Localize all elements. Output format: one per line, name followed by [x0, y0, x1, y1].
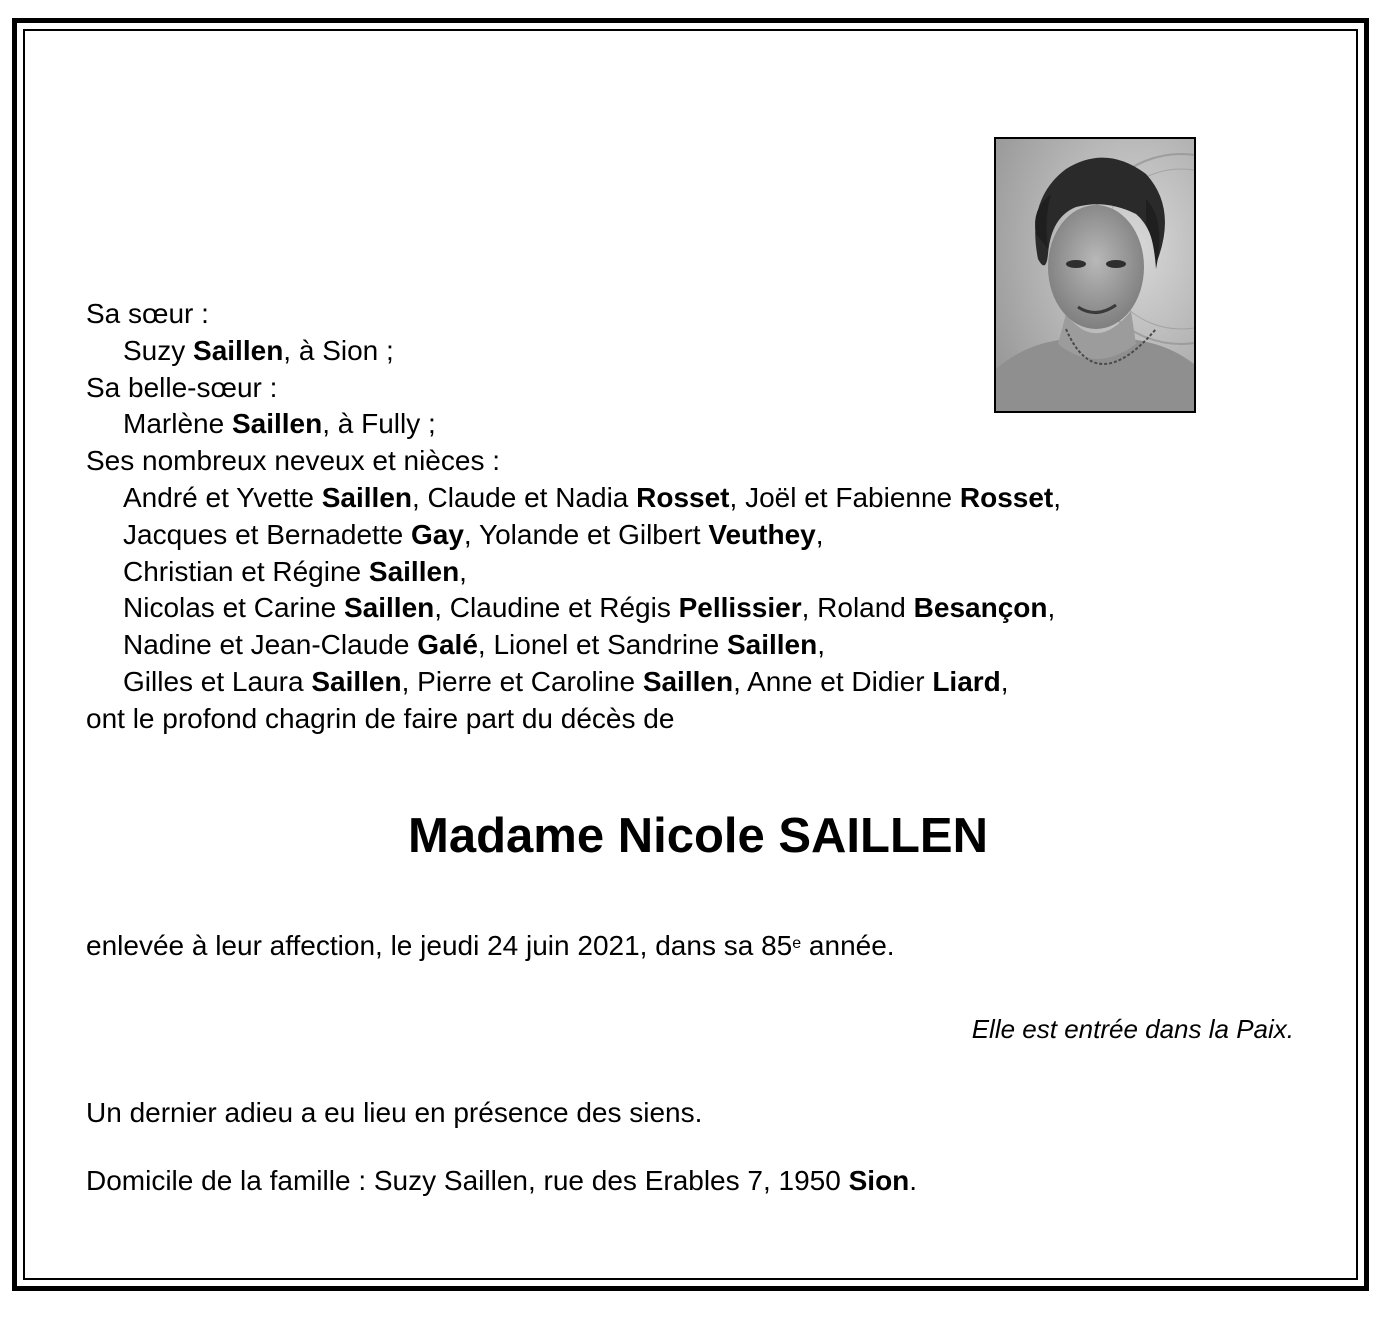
death-text: enlevée à leur affection, le jeudi 24 juin 2021, dans sa 85: [86, 930, 793, 961]
family-surname: Galé: [417, 629, 478, 661]
family-surname: Saillen: [368, 555, 460, 587]
sister-in-law-label: Sa belle-sœur :: [86, 371, 278, 403]
family-surname: Pellissier: [678, 592, 802, 624]
sister-in-law-place: , à Fully ;: [322, 408, 436, 440]
given-names: , Joël et Fabienne: [729, 481, 960, 513]
family-surname: Saillen: [642, 665, 734, 697]
given-names: , Roland: [801, 592, 914, 624]
given-names: ,: [817, 629, 826, 661]
given-names: ,: [459, 555, 467, 587]
nephew-line: [86, 480, 1286, 517]
sister-first-name: Suzy: [123, 334, 186, 366]
given-names: Christian et Régine: [123, 555, 369, 587]
given-names: , Lionel et Sandrine: [477, 629, 727, 661]
given-names: , Claude et Nadia: [412, 481, 637, 513]
domicile-text: Domicile de la famille : Suzy Saillen, rue des Erables 7, 1950: [86, 1165, 849, 1196]
given-names: Jacques et Bernadette: [123, 518, 411, 550]
nephew-line: [86, 627, 1286, 664]
given-names: ,: [1053, 481, 1062, 513]
family-surname: Saillen: [321, 481, 412, 513]
given-names: ,: [815, 518, 824, 550]
sister-place: , à Sion ;: [283, 334, 394, 366]
given-names: , Yolande et Gilbert: [463, 518, 709, 550]
given-names: ,: [1047, 592, 1056, 624]
nephew-lines: [86, 480, 1286, 701]
family-list: [86, 296, 1286, 738]
death-notice: [86, 929, 895, 963]
family-surname: Rosset: [959, 481, 1054, 513]
family-surname: Liard: [932, 665, 1001, 697]
farewell-text: Un dernier adieu a eu lieu en présence des siens.: [86, 1097, 703, 1128]
family-surname: Veuthey: [708, 518, 816, 550]
ordinal-suffix: e: [792, 935, 802, 952]
sister-label: Sa sœur :: [86, 298, 209, 329]
family-surname: Rosset: [636, 481, 730, 513]
nephew-line: [86, 517, 1286, 554]
given-names: , Pierre et Caroline: [401, 665, 643, 697]
quote: Elle est entrée dans la Paix.: [971, 1014, 1294, 1044]
sister-last-name: Saillen: [193, 334, 284, 366]
sister-in-law-first-name: Marlène: [123, 408, 225, 440]
family-surname: Saillen: [726, 629, 818, 661]
domicile-end: .: [909, 1165, 918, 1196]
given-names: Nadine et Jean-Claude: [123, 629, 418, 661]
closing-text: ont le profond chagrin de faire part du décès de: [86, 702, 675, 734]
nephew-line: [86, 664, 1286, 701]
domicile-city: Sion: [848, 1165, 910, 1196]
family-surname: Saillen: [311, 665, 402, 697]
nephew-line: [86, 554, 1286, 591]
domicile: [86, 1164, 917, 1198]
sister-entry: [86, 333, 1286, 370]
death-text-end: année.: [801, 930, 895, 961]
given-names: , Anne et Didier: [733, 665, 933, 697]
nephews-label: Ses nombreux neveux et nièces :: [86, 445, 501, 477]
given-names: ,: [1000, 665, 1009, 697]
deceased-name: Madame Nicole SAILLEN: [408, 809, 988, 863]
sister-in-law-last-name: Saillen: [231, 408, 323, 440]
sister-in-law-entry: [86, 406, 1286, 443]
family-surname: Gay: [410, 518, 464, 550]
given-names: , Claudine et Régis: [434, 592, 679, 624]
nephew-line: [86, 590, 1286, 627]
given-names: André et Yvette: [123, 481, 322, 513]
family-surname: Saillen: [343, 592, 435, 624]
family-surname: Besançon: [913, 592, 1048, 624]
given-names: Nicolas et Carine: [123, 592, 344, 624]
given-names: Gilles et Laura: [123, 665, 312, 697]
